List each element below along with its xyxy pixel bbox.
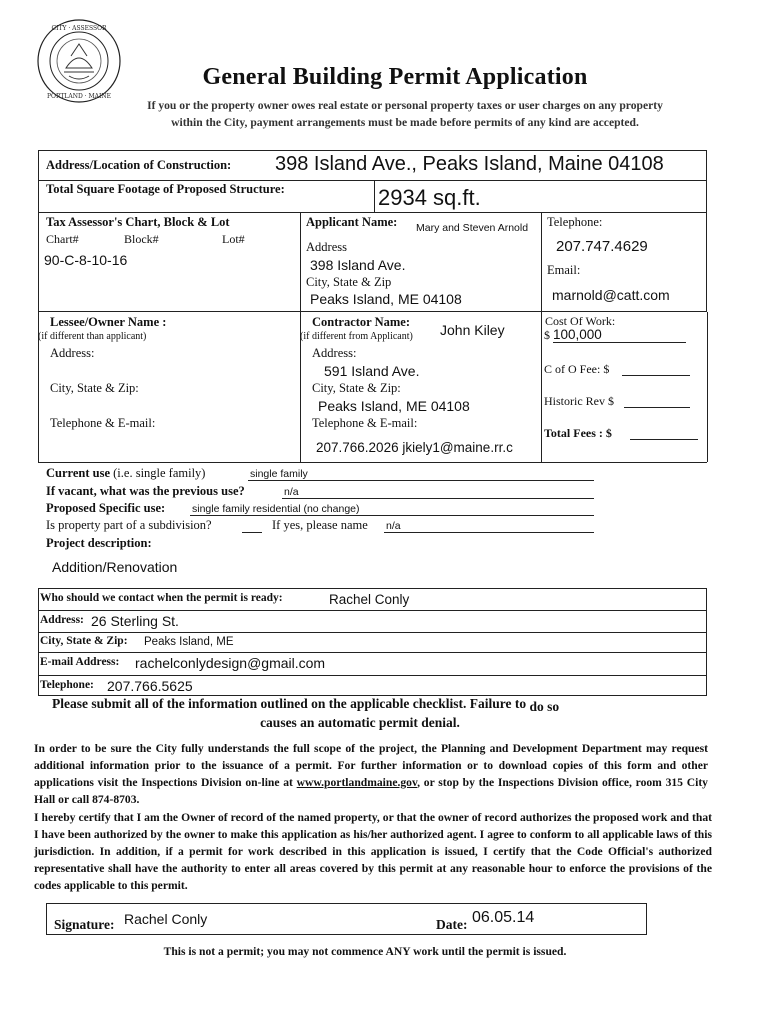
lessee-csz-label: City, State & Zip: [50, 381, 139, 395]
subdivision-field[interactable] [242, 518, 262, 533]
pickup-address-label: Address: [40, 614, 84, 626]
pickup-address-field[interactable]: 26 Sterling St. [91, 613, 179, 629]
total-fees-label: Total Fees : $ [544, 426, 612, 440]
current-use-hint: (i.e. single family) [113, 466, 206, 480]
applicant-name-field[interactable]: Mary and Steven Arnold [416, 222, 529, 234]
contractor-csz-label: City, State & Zip: [312, 381, 401, 395]
checklist-notice-line1: Please submit all of the information outlined on the applicable checklist. Failure to [52, 696, 527, 711]
lessee-tel-label: Telephone & E-mail: [50, 416, 156, 430]
tax-assessor-label: Tax Assessor's Chart, Block & Lot [46, 215, 230, 229]
applicant-address-field[interactable]: 398 Island Ave. [310, 257, 406, 273]
pickup-who-field[interactable]: Rachel Conly [329, 592, 410, 607]
current-use-row [46, 466, 205, 481]
cofo-fee-label: C of O Fee: $ [544, 362, 610, 376]
lot-label: Lot# [222, 232, 245, 246]
historic-rev-label: Historic Rev $ [544, 394, 614, 408]
subdivision-name-field[interactable]: n/a [384, 520, 594, 533]
subdivision-name-label: If yes, please name [272, 518, 368, 532]
sqft-label: Total Square Footage of Proposed Structure: [46, 182, 285, 196]
certification-paragraph: I hereby certify that I am the Owner of record of the named property, or that the owner of record authorizes the proposed work and that I have been authorized by the owner to make this application as his/her authorized agent. I agree to conform to all applicable laws of this jurisdiction. In addition, if a permit for work described in this application is issued, I certify that the Code Official's authorized representative shall have the authority to enter all areas covered by this permit at any reasonable hour to enforce the provisions of the codes applicable to this permit. [34, 811, 712, 892]
previous-use-field[interactable]: n/a [282, 486, 594, 499]
info-paragraph [34, 740, 708, 808]
contractor-name-field[interactable]: John Kiley [440, 322, 505, 338]
construction-address-label: Address/Location of Construction: [46, 158, 232, 172]
telephone-label: Telephone: [547, 215, 603, 229]
cost-of-work-field[interactable]: 100,000 [553, 327, 686, 343]
block-label: Block# [124, 232, 159, 246]
pickup-telephone-label: Telephone: [40, 679, 94, 691]
construction-address-field[interactable]: 398 Island Ave., Peaks Island, Maine 04108 [275, 153, 664, 175]
checklist-notice [52, 696, 559, 712]
info-paragraph-tail: , or stop by the Inspections Division office, room 315 City Hall or call 874-8703. [34, 776, 708, 806]
contractor-tel-field[interactable]: 207.766.2026 jkiely1@maine.rr.c [316, 440, 513, 455]
contractor-label: Contractor Name: [312, 315, 410, 329]
lessee-sub-label: (if different than applicant) [38, 331, 147, 342]
proposed-use-field[interactable]: single family residential (no change) [190, 503, 594, 516]
svg-text:CITY · ASSESSOR: CITY · ASSESSOR [51, 25, 107, 32]
pickup-csz-label: City, State & Zip: [40, 635, 128, 647]
applicant-address-label: Address [306, 240, 347, 254]
applicant-name-label: Applicant Name: [306, 215, 398, 229]
lessee-address-label: Address: [50, 346, 95, 360]
date-label: Date: [436, 917, 468, 932]
cost-prefix: $ [544, 328, 550, 342]
subtitle-line-2: within the City, payment arrangements must be made before permits of any kind are accepted. [171, 116, 639, 129]
chart-label: Chart# [46, 232, 79, 246]
project-description-field[interactable]: Addition/Renovation [52, 559, 178, 575]
historic-rev-field[interactable] [624, 394, 690, 408]
chart-block-lot-field[interactable]: 90-C-8-10-16 [44, 252, 128, 268]
total-fees-field[interactable] [630, 426, 698, 440]
pickup-email-field[interactable]: rachelconlydesign@gmail.com [135, 655, 326, 671]
proposed-use-label: Proposed Specific use: [46, 501, 166, 515]
current-use-label: Current use [46, 466, 111, 480]
city-seal-logo [36, 18, 122, 104]
sqft-field[interactable]: 2934 sq.ft. [378, 185, 481, 210]
cofo-fee-field[interactable] [622, 362, 690, 376]
portlandmaine-link[interactable]: www.portlandmaine.gov [296, 776, 418, 789]
cost-of-work-label: Cost Of Work: [545, 314, 616, 328]
signature-field[interactable]: Rachel Conly [124, 911, 208, 927]
footer-notice: This is not a permit; you may not commence ANY work until the permit is issued. [163, 945, 567, 958]
pickup-who-label: Who should we contact when the permit is ready: [40, 592, 283, 604]
date-field[interactable]: 06.05.14 [472, 909, 535, 926]
email-label: Email: [547, 263, 581, 277]
contractor-address-label: Address: [312, 346, 357, 360]
subdivision-label: Is property part of a subdivision? [46, 518, 212, 532]
checklist-notice-line2: causes an automatic permit denial. [260, 715, 460, 730]
pickup-telephone-field[interactable]: 207.766.5625 [107, 678, 193, 694]
current-use-field[interactable]: single family [248, 468, 594, 481]
applicant-csz-field[interactable]: Peaks Island, ME 04108 [310, 291, 462, 307]
applicant-csz-label: City, State & Zip [306, 275, 392, 289]
contractor-sub-label: (if different from Applicant) [300, 331, 413, 342]
info-paragraph-text: In order to be sure the City fully understands the full scope of the project, the Planning and Development Department may request additional information prior to the issuance of a permit. For further information or to download copies of this form and other applications visit the Inspections Division on-line at [34, 742, 708, 789]
page-title: General Building Permit Application [202, 64, 588, 90]
svg-text:PORTLAND · MAINE: PORTLAND · MAINE [47, 93, 111, 100]
telephone-field[interactable]: 207.747.4629 [556, 238, 648, 255]
checklist-notice-tail: do so [529, 699, 560, 714]
lessee-label: Lessee/Owner Name : [50, 315, 167, 329]
pickup-email-label: E-mail Address: [40, 656, 120, 668]
contractor-csz-field[interactable]: Peaks Island, ME 04108 [318, 398, 470, 414]
contractor-tel-label: Telephone & E-mail: [312, 416, 418, 430]
signature-label: Signature: [54, 917, 115, 932]
contractor-address-field[interactable]: 591 Island Ave. [324, 363, 420, 379]
project-description-label: Project description: [46, 536, 152, 550]
pickup-csz-field[interactable]: Peaks Island, ME [144, 636, 234, 648]
subtitle-line-1: If you or the property owner owes real estate or personal property taxes or user charges on any property [147, 99, 663, 112]
email-field[interactable]: marnold@catt.com [552, 287, 670, 303]
previous-use-label: If vacant, what was the previous use? [46, 484, 245, 498]
